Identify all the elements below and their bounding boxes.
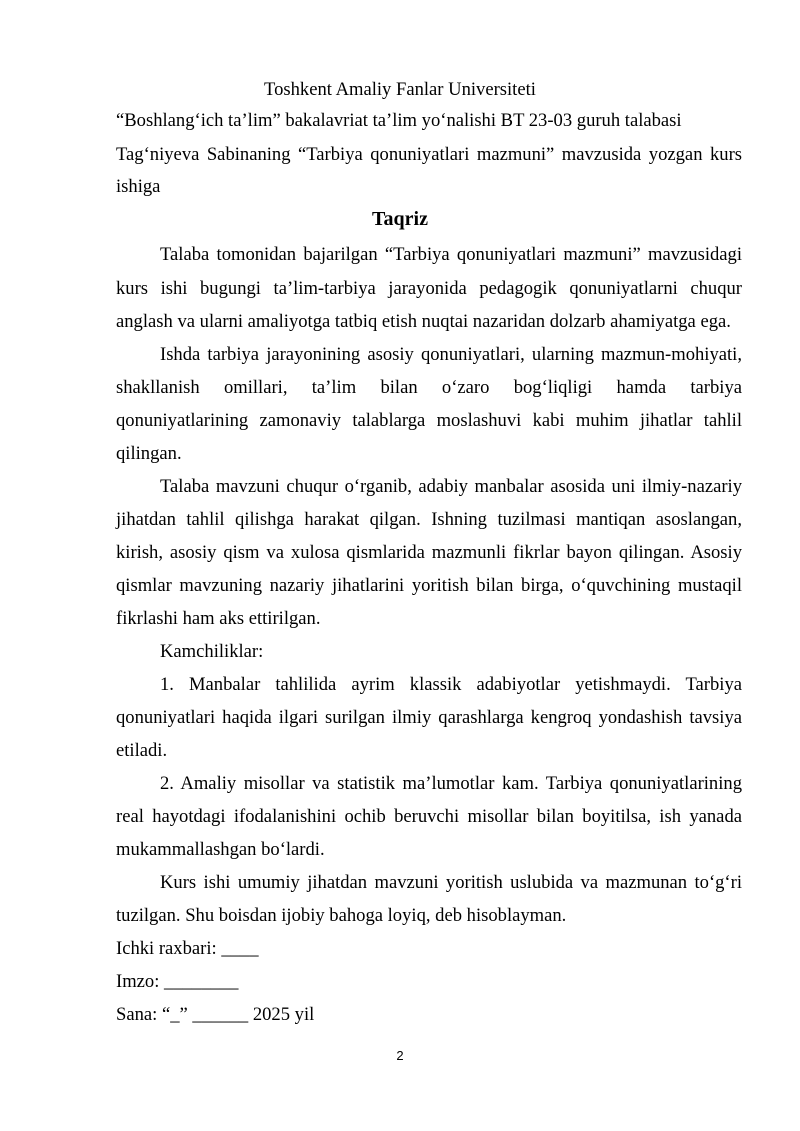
item2-line-2: real hayotdagi ifodalanishini ochib beruvchi misollar bilan boyitilsa, ish yanada xyxy=(116,806,742,827)
p2-line-1: Ishda tarbiya jarayonining asosiy qonuniyatlari, ularning mazmun-mohiyati, xyxy=(160,344,742,365)
p1-line-1: Talaba tomonidan bajarilgan “Tarbiya qonuniyatlari mazmuni” mavzusidagi xyxy=(160,244,742,265)
p3-line-4: qismlar mavzuning nazariy jihatlarini yoritish bilan birga, o‘quvchining mustaqil xyxy=(116,575,742,596)
signature-field: Imzo: ________ xyxy=(116,971,239,992)
p3-line-1: Talaba mavzuni chuqur o‘rganib, adabiy manbalar asosida uni ilmiy-nazariy xyxy=(160,476,742,497)
p2-line-4: qilingan. xyxy=(116,443,182,464)
supervisor-field: Ichki raxbari: ____ xyxy=(116,938,259,959)
item1-line-2: qonuniyatlari haqida ilgari surilgan ilmiy qarashlarga kengroq yondashish tavsiya xyxy=(116,707,742,728)
header-line-2: “Boshlang‘ich ta’lim” bakalavriat ta’lim yo‘nalishi BT 23-03 guruh talabasi xyxy=(116,110,682,131)
page-number: 2 xyxy=(396,1048,404,1063)
university-name: Toshkent Amaliy Fanlar Universiteti xyxy=(264,79,536,100)
p4-line-2: tuzilgan. Shu boisdan ijobiy bahoga loyiq, deb hisoblayman. xyxy=(116,905,567,926)
p2-line-3: qonuniyatlarining zamonaviy talablarga moslashuvi kabi muhim jihatlar tahlil xyxy=(116,410,742,431)
header-line-3: Tag‘niyeva Sabinaning “Tarbiya qonuniyatlari mazmuni” mavzusida yozgan kurs xyxy=(116,144,742,165)
p1-line-3: anglash va ularni amaliyotga tatbiq etish nuqtai nazaridan dolzarb ahamiyatga ega. xyxy=(116,311,731,332)
item2-line-1: 2. Amaliy misollar va statistik ma’lumotlar kam. Tarbiya qonuniyatlarining xyxy=(160,773,742,794)
p3-line-2: jihatdan tahlil qilishga harakat qilgan. Ishning tuzilmasi mantiqan asoslangan, xyxy=(116,509,742,530)
kamchiliklar-heading: Kamchiliklar: xyxy=(160,641,264,662)
p3-line-5: fikrlashi ham aks ettirilgan. xyxy=(116,608,321,629)
date-field: Sana: “_” ______ 2025 yil xyxy=(116,1004,315,1025)
item1-line-3: etiladi. xyxy=(116,740,168,761)
p4-line-1: Kurs ishi umumiy jihatdan mavzuni yoritish uslubida va mazmunan to‘g‘ri xyxy=(160,872,742,893)
p2-line-2: shakllanish omillari, ta’lim bilan o‘zaro bog‘liqligi hamda tarbiya xyxy=(116,377,742,398)
header-line-4: ishiga xyxy=(116,176,161,197)
item1-line-1: 1. Manbalar tahlilida ayrim klassik adabiyotlar yetishmaydi. Tarbiya xyxy=(160,674,742,695)
document-title: Taqriz xyxy=(372,208,428,230)
item2-line-3: mukammallashgan bo‘lardi. xyxy=(116,839,325,860)
p1-line-2: kurs ishi bugungi ta’lim-tarbiya jarayonida pedagogik qonuniyatlarni chuqur xyxy=(116,278,742,299)
p3-line-3: kirish, asosiy qism va xulosa qismlarida mazmunli fikrlar bayon qilingan. Asosiy xyxy=(116,542,742,563)
